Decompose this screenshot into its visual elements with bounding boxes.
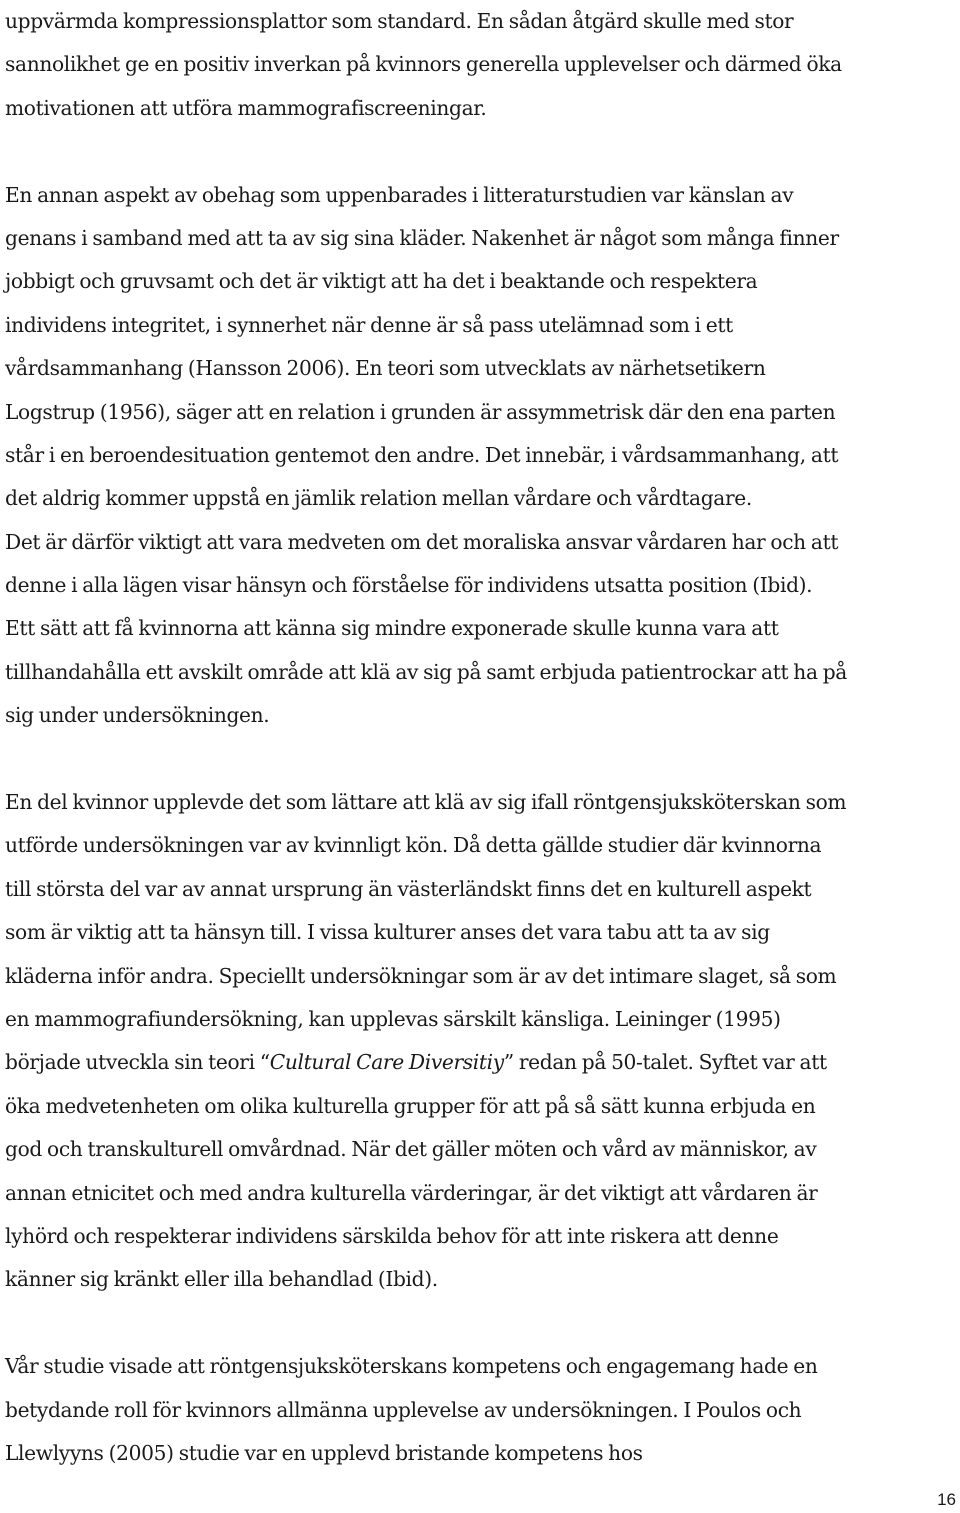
text-line: motivationen att utföra mammografiscreeningar. bbox=[5, 95, 487, 120]
text-segment: började utveckla sin teori “ bbox=[5, 1050, 270, 1075]
text-line: sannolikhet ge en positiv inverkan på kvinnors generella upplevelser och därmed öka bbox=[5, 52, 842, 77]
paragraph-4 bbox=[5, 1345, 955, 1475]
text-line: En del kvinnor upplevde det som lättare att klä av sig ifall röntgensjuksköterskan som bbox=[5, 790, 847, 815]
paragraph-3 bbox=[5, 781, 955, 1302]
text-line: denne i alla lägen visar hänsyn och förståelse för individens utsatta position (Ibid). bbox=[5, 573, 813, 598]
document-page bbox=[5, 0, 955, 1475]
text-line: står i en beroendesituation gentemot den andre. Det innebär, i vårdsammanhang, att bbox=[5, 442, 839, 467]
text-line: känner sig kränkt eller illa behandlad (Ibid). bbox=[5, 1267, 438, 1292]
text-line: vårdsammanhang (Hansson 2006). En teori som utvecklats av närhetsetikern bbox=[5, 356, 766, 381]
text-line: som är viktig att ta hänsyn till. I vissa kulturer anses det vara tabu att ta av sig bbox=[5, 920, 770, 945]
text-line: betydande roll för kvinnors allmänna upplevelse av undersökningen. I Poulos och bbox=[5, 1397, 802, 1422]
text-line: uppvärmda kompressionsplattor som standard. En sådan åtgärd skulle med stor bbox=[5, 9, 794, 33]
text-segment: ” redan på 50-talet. Syftet var att bbox=[503, 1050, 827, 1075]
italic-theory-title: Cultural Care Diversitiy bbox=[269, 1050, 504, 1075]
text-line: det aldrig kommer uppstå en jämlik relation mellan vårdare och vårdtagare. bbox=[5, 486, 752, 511]
text-line: Logstrup (1956), säger att en relation i grunden är assymmetrisk där den ena parten bbox=[5, 399, 836, 424]
text-line: annan etnicitet och med andra kulturella värderingar, är det viktigt att vårdaren är bbox=[5, 1180, 818, 1205]
text-line: Ett sätt att få kvinnorna att känna sig mindre exponerade skulle kunna vara att bbox=[5, 616, 779, 641]
text-line: genans i samband med att ta av sig sina kläder. Nakenhet är något som många finner bbox=[5, 225, 839, 250]
text-line: utförde undersökningen var av kvinnligt kön. Då detta gällde studier där kvinnorna bbox=[5, 833, 822, 858]
text-line: till största del var av annat ursprung än västerländskt finns det en kulturell aspekt bbox=[5, 876, 812, 901]
text-line: tillhandahålla ett avskilt område att klä av sig på samt erbjuda patientrockar att ha på bbox=[5, 659, 847, 684]
text-line: god och transkulturell omvårdnad. När det gäller möten och vård av människor, av bbox=[5, 1137, 817, 1162]
page-number: 16 bbox=[937, 1490, 956, 1509]
text-line: en mammografiundersökning, kan upplevas särskilt känsliga. Leininger (1995) bbox=[5, 1006, 781, 1031]
text-line: kläderna inför andra. Speciellt undersökningar som är av det intimare slaget, så som bbox=[5, 963, 837, 988]
text-line: individens integritet, i synnerhet när denne är så pass utelämnad som i ett bbox=[5, 312, 733, 337]
paragraph-1 bbox=[5, 0, 955, 130]
text-line: Vår studie visade att röntgensjuksköterskans kompetens och engagemang hade en bbox=[5, 1354, 818, 1379]
paragraph-gap bbox=[5, 738, 955, 781]
text-line: jobbigt och gruvsamt och det är viktigt att ha det i beaktande och respektera bbox=[5, 269, 758, 294]
text-line: lyhörd och respekterar individens särskilda behov för att inte riskera att denne bbox=[5, 1223, 779, 1248]
paragraph-2 bbox=[5, 174, 955, 738]
text-line: sig under undersökningen. bbox=[5, 703, 270, 728]
text-line-with-italic bbox=[5, 1041, 955, 1084]
text-line: Det är därför viktigt att vara medveten om det moraliska ansvar vårdaren har och att bbox=[5, 529, 839, 554]
text-line: Llewlyyns (2005) studie var en upplevd bristande kompetens hos bbox=[5, 1440, 643, 1465]
text-line: En annan aspekt av obehag som uppenbarades i litteraturstudien var känslan av bbox=[5, 182, 794, 207]
text-line: öka medvetenheten om olika kulturella grupper för att på så sätt kunna erbjuda en bbox=[5, 1093, 816, 1118]
paragraph-gap bbox=[5, 130, 955, 173]
paragraph-gap bbox=[5, 1302, 955, 1345]
